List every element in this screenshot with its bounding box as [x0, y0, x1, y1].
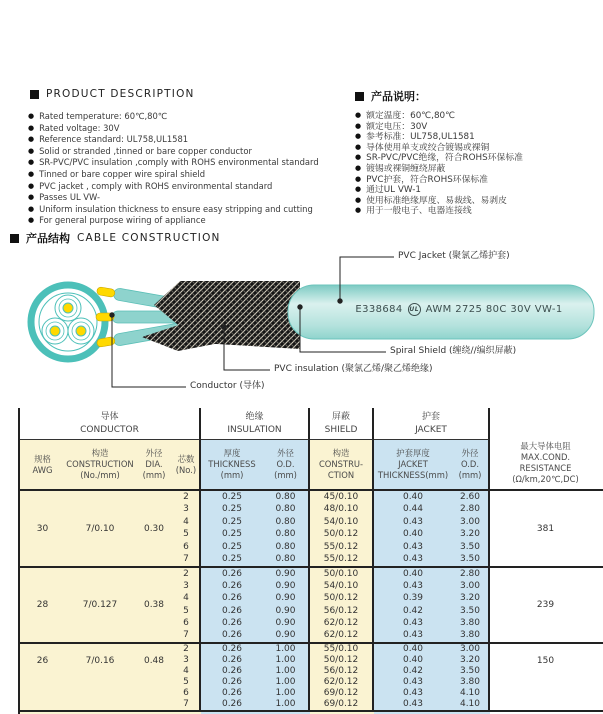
cable-cert-number: E338684 — [355, 304, 403, 315]
column-header-construction: 构造 CONSTRUCTION (No./mm) — [65, 440, 135, 489]
cross-section-icon — [31, 285, 105, 359]
label-pvc-jacket: PVC Jacket (聚氯乙烯护套) — [398, 251, 510, 261]
ins-od-column: 0.80 0.80 0.80 0.80 0.80 0.80 — [263, 491, 310, 566]
construction-value: 7/0.16 — [65, 644, 135, 710]
cable-diagram — [0, 245, 603, 405]
shield-column: 45/0.10 48/0.10 54/0.10 50/0.12 55/0.12 55/0.12 — [310, 491, 374, 566]
column-header-cores: 芯数 (No.) — [173, 440, 201, 489]
jacket-od-column: 3.00 3.20 3.50 3.80 4.10 4.10 — [452, 644, 490, 710]
cable-marking — [330, 303, 588, 316]
label-spiral-shield: Spiral Shield (缠绕//编织屏蔽) — [390, 346, 517, 356]
label-pvc-insulation: PVC insulation (聚氯乙烯/聚乙烯绝缘) — [274, 364, 433, 374]
cores-column: 2 3 4 5 6 7 — [173, 491, 201, 566]
jacket-thickness-column: 0.40 0.44 0.43 0.40 0.43 0.43 — [374, 491, 452, 566]
ins-od-column: 0.90 0.90 0.90 0.90 0.90 0.90 — [263, 568, 310, 642]
section-bullet-square — [30, 90, 39, 99]
construction-value: 7/0.10 — [65, 491, 135, 566]
column-header-dia: 外径 DIA. (mm) — [135, 440, 173, 489]
shield-column: 55/0.10 50/0.12 56/0.12 62/0.12 69/0.12 69/0.12 — [310, 644, 374, 710]
product-notes-list: ● 额定温度：60℃,80℃ ● 额定电压：30V ● 参考标准：UL758,UL1581 ● 导体使用单支或绞合镀锡或裸铜 ● SR-PVC/PVC绝缘，符合ROHS环保标准 ● 镀锡或裸铜缠绕屏蔽 ● PVC护套，符合ROHS环保标准 ● 通过UL VW-1 ● 使用标准绝缘厚度、易裁线、易剥皮 ● 用于一般电子、电器连接线 — [355, 111, 523, 217]
spec-table-header — [20, 408, 603, 491]
cores-column: 2 3 4 5 6 7 — [173, 644, 201, 710]
dia-value: 0.48 — [135, 644, 173, 710]
ins-thickness-column: 0.26 0.26 0.26 0.26 0.26 0.26 — [201, 568, 263, 642]
ul-logo-icon: UL — [408, 303, 421, 316]
product-notes-title-text: 产品说明： — [371, 90, 426, 103]
cable-construction-title-cn: 产品结构 — [26, 232, 70, 245]
product-description-list: ● Rated temperature: 60℃,80℃ ● Rated voltage: 30V ● Reference standard: UL758,UL1581 ● Solid or stranded ,tinned or bare copper conductor ● SR-PVC/PVC insulation ,comply with ROHS environmental standard ● Tinned or bare copper wire spiral shield ● PVC jacket , comply with ROHS environmental standard ● Passes UL VW- ● Uniform insulation thickness to ensure easy stripping and cutting ● For general purpose wiring of appliance — [28, 111, 319, 227]
jacket-od-column: 2.80 3.00 3.20 3.50 3.80 3.80 — [452, 568, 490, 642]
resistance-value: 150 — [536, 656, 555, 666]
dia-value: 0.30 — [135, 491, 173, 566]
cable-diagram-art — [0, 245, 603, 405]
ins-thickness-column: 0.25 0.25 0.25 0.25 0.25 0.25 — [201, 491, 263, 566]
group-header-shield: 屏蔽 SHIELD — [310, 408, 374, 440]
shield-column: 50/0.10 54/0.10 50/0.12 56/0.12 62/0.12 62/0.12 — [310, 568, 374, 642]
jacket-thickness-column: 0.40 0.40 0.42 0.43 0.43 0.43 — [374, 644, 452, 710]
column-header-awg: 规格 AWG — [20, 440, 65, 489]
spec-table — [18, 408, 603, 714]
column-header-ins-thickness: 厚度 THICKNESS (mm) — [201, 440, 263, 489]
table-row-group-awg28 — [20, 568, 603, 644]
section-bullet-square — [10, 234, 19, 243]
column-header-ins-od: 外径 O.D. (mm) — [263, 440, 310, 489]
table-row-group-awg30 — [20, 491, 603, 568]
group-header-insulation: 绝缘 INSULATION — [201, 408, 310, 440]
ins-thickness-column: 0.26 0.26 0.26 0.26 0.26 0.26 — [201, 644, 263, 710]
cores-column: 2 3 4 5 6 7 — [173, 568, 201, 642]
construction-value: 7/0.127 — [65, 568, 135, 642]
resistance-value: 381 — [536, 523, 555, 534]
dia-value: 0.38 — [135, 568, 173, 642]
cable-construction-title — [10, 230, 221, 246]
awg-value: 30 — [20, 491, 65, 566]
group-header-jacket: 护套 JACKET — [374, 408, 490, 440]
jacket-od-column: 2.60 2.80 3.00 3.20 3.50 3.50 — [452, 491, 490, 566]
column-header-jacket-thickness: 护套厚度 JACKET THICKNESS(mm) — [374, 440, 452, 489]
awg-value: 26 — [20, 644, 65, 710]
jacket-thickness-column: 0.40 0.43 0.39 0.42 0.43 0.43 — [374, 568, 452, 642]
product-description-title — [30, 88, 195, 100]
group-header-conductor: 导体 CONDUCTOR — [20, 408, 201, 440]
product-notes-title — [355, 88, 426, 104]
ins-od-column: 1.00 1.00 1.00 1.00 1.00 1.00 — [263, 644, 310, 710]
product-description-title-text: PRODUCT DESCRIPTION — [46, 88, 195, 100]
column-header-jacket-od: 外径 O.D. (mm) — [452, 440, 490, 489]
column-header-resistance: 最大导体电阻 MAX.COND. RESISTANCE (Ω/km,20℃,DC) — [490, 440, 601, 489]
label-conductor: Conductor (导体) — [190, 381, 265, 391]
section-bullet-square — [355, 92, 364, 101]
cable-construction-title-en: CABLE CONSTRUCTION — [77, 232, 221, 244]
table-row-group-awg26 — [20, 644, 603, 712]
cable-spec-text: AWM 2725 80C 30V VW-1 — [425, 304, 563, 315]
column-header-shield-construction: 构造 CONSTRU- CTION — [310, 440, 374, 489]
resistance-value: 239 — [536, 600, 555, 610]
awg-value: 28 — [20, 568, 65, 642]
